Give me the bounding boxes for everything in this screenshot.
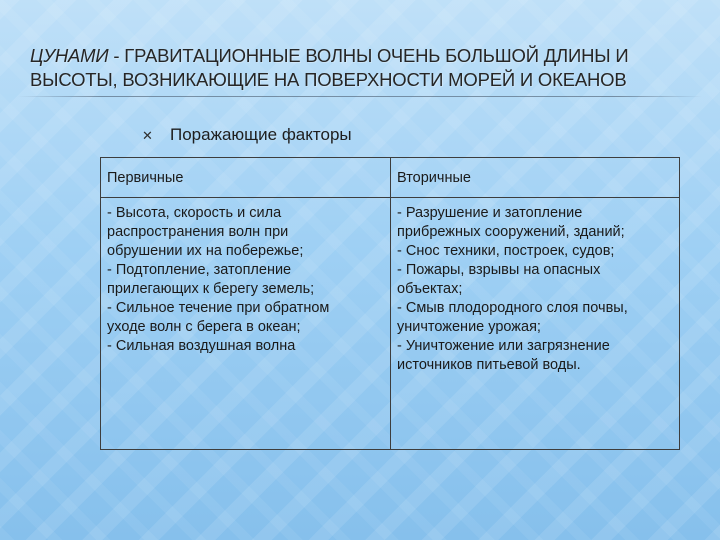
factors-table xyxy=(100,157,680,450)
secondary-line: - Снос техники, построек, судов; xyxy=(397,243,615,259)
primary-line: распространения волн при xyxy=(107,224,289,240)
title-term: ЦУНАМИ xyxy=(30,45,109,66)
bullet-text: Поражающие факторы xyxy=(170,125,352,144)
primary-line: прилегающих к берегу земель; xyxy=(107,281,315,297)
secondary-line: - Уничтожение или загрязнение xyxy=(397,338,610,354)
primary-line: - Сильное течение при обратном xyxy=(107,300,330,316)
table-row xyxy=(101,198,680,450)
title-divider xyxy=(18,96,702,97)
secondary-line: источников питьевой воды. xyxy=(397,357,581,373)
x-mark-bullet-icon: ✕ xyxy=(142,127,153,143)
primary-factors-cell xyxy=(101,198,391,450)
primary-line: обрушении их на побережье; xyxy=(107,243,304,259)
secondary-line: - Смыв плодородного слоя почвы, xyxy=(397,300,628,316)
header-primary: Первичные xyxy=(101,158,391,198)
title-definition: - ГРАВИТАЦИОННЫЕ ВОЛНЫ ОЧЕНЬ БОЛЬШОЙ ДЛИНЫ И ВЫСОТЫ, ВОЗНИКАЮЩИЕ НА ПОВЕРХНОСТИ МОРЕЙ И ОКЕАНОВ xyxy=(30,45,629,90)
primary-line: - Высота, скорость и сила xyxy=(107,205,282,221)
table-header-row xyxy=(101,158,680,198)
secondary-line: - Пожары, взрывы на опасных xyxy=(397,262,601,278)
secondary-line: уничтожение урожая; xyxy=(397,319,541,335)
primary-line: - Сильная воздушная волна xyxy=(107,338,296,354)
secondary-line: объектах; xyxy=(397,281,463,297)
header-secondary: Вторичные xyxy=(391,158,680,198)
secondary-line: - Разрушение и затопление xyxy=(397,205,583,221)
secondary-factors-cell xyxy=(391,198,680,450)
slide-title xyxy=(30,44,695,92)
bullet-item xyxy=(142,124,352,146)
primary-line: уходе волн с берега в океан; xyxy=(107,319,301,335)
primary-line: - Подтопление, затопление xyxy=(107,262,292,278)
secondary-line: прибрежных сооружений, зданий; xyxy=(397,224,625,240)
